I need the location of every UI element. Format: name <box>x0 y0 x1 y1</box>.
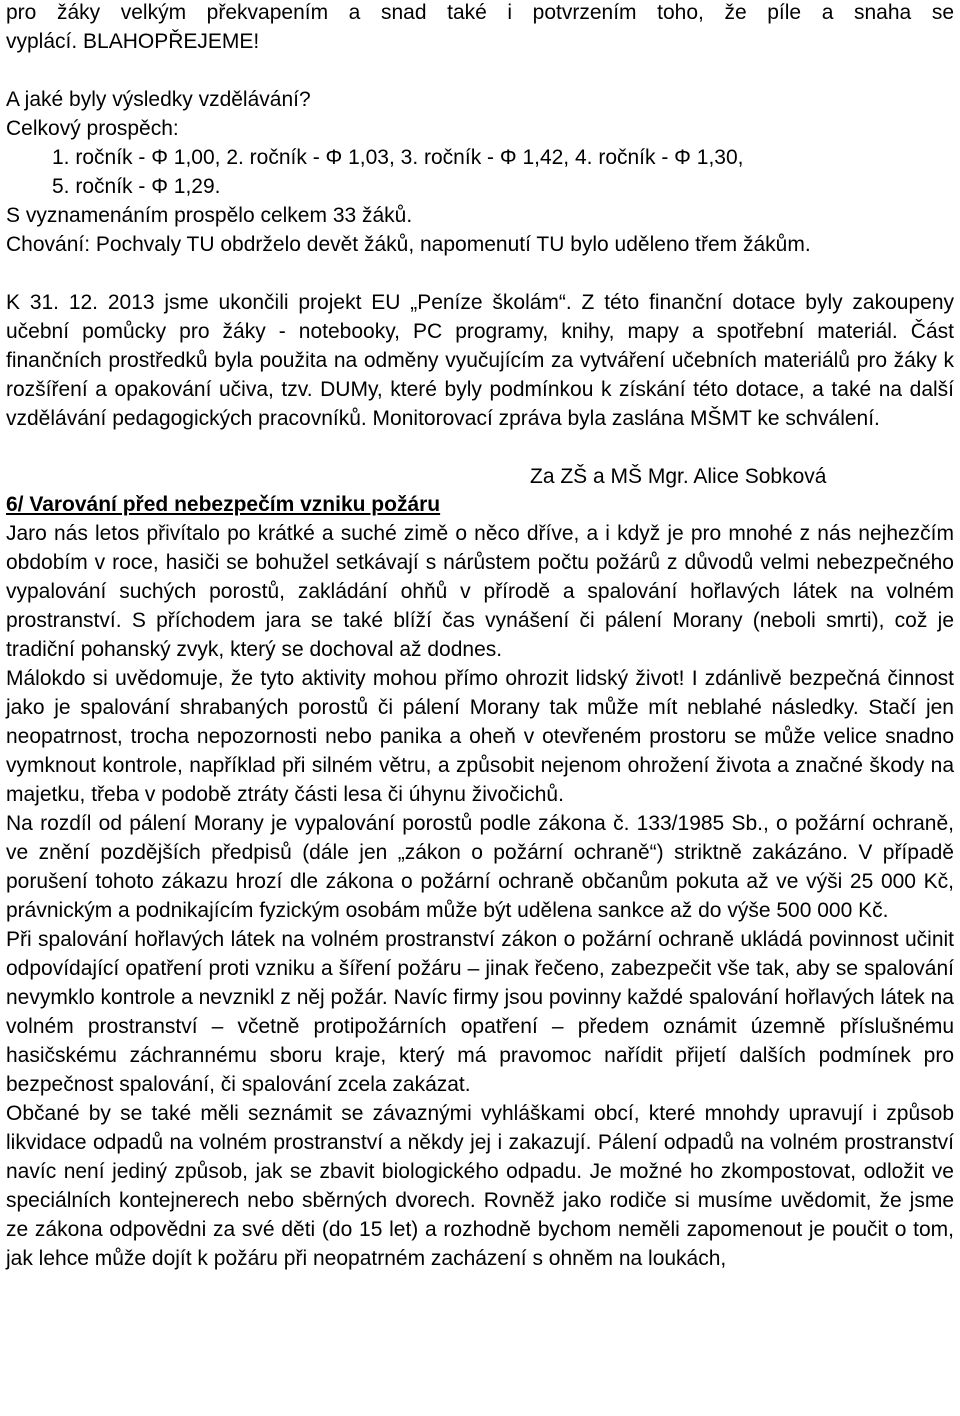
honors-text: S vyznamenáním prospělo celkem 33 žáků. <box>6 204 413 227</box>
section6-body <box>6 519 954 1273</box>
paragraph-5: Občané by se také měli seznámit se závaznými vyhláškami obcí, které mnohdy upravují i způsob likvidace odpadů na volném prostranství a někdy jej i zakazují. Pálení odpadů na volném prostranství navíc není jediný způsob, jak se zbavit biologického odpadu. Je možné ho zkompostovat, odložit ve speciálních kontejnerech nebo sběrných dvorech. Rovněž jako rodiče si musíme uvědomit, že jsme ze zákona odpovědni za své děti (do 15 let) a rozhodně bychom neměli zapomenout je poučit o tom, jak lehce může dojít k požáru při neopatrném zacházení s ohněm na loukách, <box>6 1102 954 1270</box>
paragraph-1: Jaro nás letos přivítalo po krátké a suché zimě o něco dříve, a i když je pro mnohé z nás nejhezčím obdobím v roce, hasiči se bohužel setkávají s nárůstem počtu požárů z důvodů velmi nebezpečného vypalování suchých porostů, zakládání ohňů v přírodě a spalování hořlavých látek na volném prostranství. S příchodem jara se také blíží čas vynášení či pálení Morany (neboli smrti), což je tradiční pohanský zvyk, který se dochoval až dodnes. <box>6 522 954 661</box>
paragraph-4: Při spalování hořlavých látek na volném prostranství zákon o požární ochraně ukládá povinnost učinit odpovídající opatření proti vzniku a šíření požáru – jinak řečeno, zabezpečit vše tak, aby se spalování nevymklo kontrole a nevznikl z něj požár. Navíc firmy jsou povinny každé spalování hořlavých látek na volném prostranství – včetně protipožárních opatření – předem oznámit územně příslušnému hasičskému záchrannému sboru kraje, který má pravomoc nařídit přijetí dalších podmínek pro bezpečnost spalování, či spalování zcela zakázat. <box>6 928 954 1096</box>
behavior-text: Chování: Pochvaly TU obdrželo devět žáků, napomenutí TU bylo uděleno třem žákům. <box>6 233 811 256</box>
results-question: A jaké byly výsledky vzdělávání? <box>6 88 311 111</box>
intro-line-2: vyplácí. BLAHOPŘEJEME! <box>6 30 260 53</box>
project-block <box>6 288 954 433</box>
grades-line-1: 1. ročník - Φ 1,00, 2. ročník - Φ 1,03, 3. ročník - Φ 1,42, 4. ročník - Φ 1,30, <box>52 146 744 169</box>
overall-label: Celkový prospěch: <box>6 117 179 140</box>
grades-line-2: 5. ročník - Φ 1,29. <box>52 175 221 198</box>
section-heading: 6/ Varování před nebezpečím vzniku požáru <box>6 493 441 516</box>
results-block <box>6 201 954 259</box>
project-text: K 31. 12. 2013 jsme ukončili projekt EU „Peníze školám“. Z této finanční dotace byly zakoupeny učební pomůcky pro žáky - notebooky, PC programy, knihy, mapy a spotřební materiál. Část finančních prostředků byla použita na odměny vyučujícím za vytváření učebních materiálů pro žáky k rozšíření a opakování učiva, tzv. DUMy, které byly podmínkou k získání této dotace, a také na další vzdělávání pedagogických pracovníků. Monitorovací zpráva byla zaslána MŠMT ke schválení. <box>6 291 954 430</box>
paragraph-2: Málokdo si uvědomuje, že tyto aktivity mohou přímo ohrozit lidský život! I zdánlivě bezpečná činnost jako je spalování shrabaných porostů či pálení Morany tak může mít neblahé následky. Stačí jen neopatrnost, trocha nepozornosti nebo panika a oheň v otevřeném prostoru se může velice snadno vymknout kontrole, například při silném větru, a způsobit nejenom ohrožení života a značné škody na majetku, třeba v podobě ztráty části lesa či úhynu živočichů. <box>6 667 954 806</box>
paragraph-3: Na rozdíl od pálení Morany je vypalování porostů podle zákona č. 133/1985 Sb., o požární ochraně, ve znění pozdějších předpisů (dále jen „zákon o požární ochraně“) striktně zakázáno. V případě porušení tohoto zákazu hrozí dle zákona o požární ochraně občanům pokuta až ve výši 25 000 Kč, právnickým a podnikajícím fyzickým osobám může být udělena sankce až do výše 500 000 Kč. <box>6 812 954 922</box>
signature: Za ZŠ a MŠ Mgr. Alice Sobková <box>530 465 827 488</box>
intro-line-1: pro žáky velkým překvapením a snad také i potvrzením toho, že píle a snaha se <box>6 1 954 24</box>
